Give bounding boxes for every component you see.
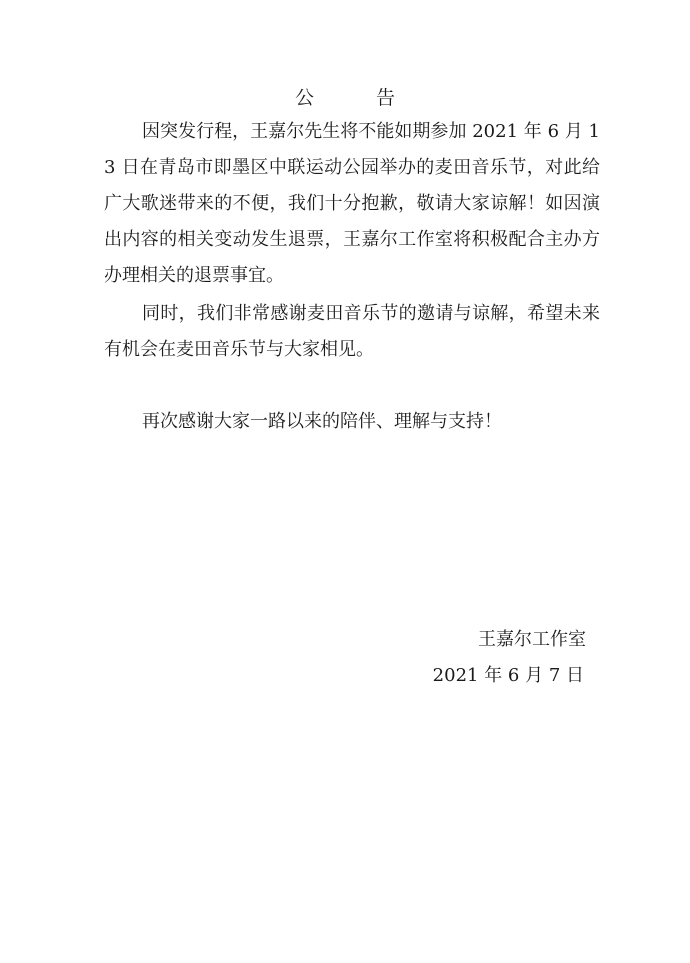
notice-signer: 王嘉尔工作室 — [478, 629, 586, 650]
notice-paragraph-3: 再次感谢大家一路以来的陪伴、理解与支持！ — [142, 411, 502, 432]
notice-paragraph-2: 同时，我们非常感谢麦田音乐节的邀请与谅解，希望未来有机会在麦田音乐节与大家相见。 — [104, 303, 600, 360]
notice-paragraph-1: 因突发行程，王嘉尔先生将不能如期参加 2021 年 6 月 13 日在青岛市即墨区中联运动公园举办的麦田音乐节，对此给广大歌迷带来的不便，我们十分抱歉，敬请大家谅解！如因演出内容的相关变动发生退票，王嘉尔工作室将积极配合主办方办理相关的退票事宜。 — [104, 121, 600, 286]
notice-date: 2021 年 6 月 7 日 — [432, 665, 584, 686]
notice-title: 公 告 — [294, 87, 424, 109]
